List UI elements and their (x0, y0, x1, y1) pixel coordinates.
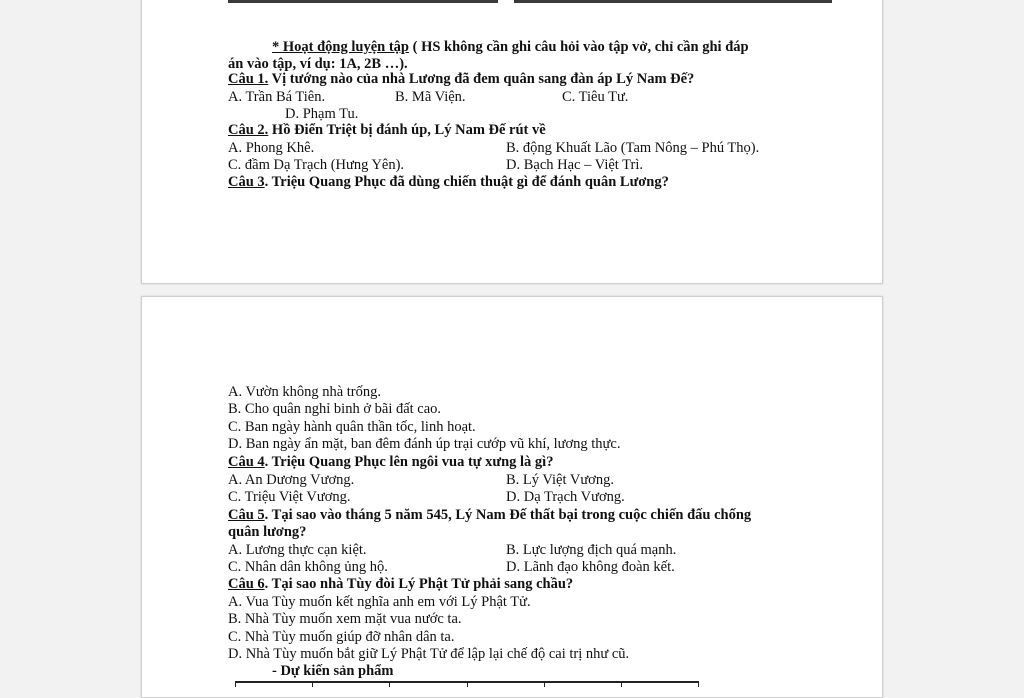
question-5 (228, 507, 751, 523)
question-1-option-a: A. Trần Bá Tiên. (228, 89, 326, 105)
question-4-option-d: D. Dạ Trạch Vương. (506, 489, 625, 505)
document-page-2 (141, 296, 883, 698)
question-3-option-d: D. Ban ngày ẩn mặt, ban đêm đánh úp trại cướp vũ khí, lương thực. (228, 436, 621, 452)
document-page-1 (141, 0, 883, 284)
question-5-option-d: D. Lãnh đạo không đoàn kết. (506, 559, 675, 575)
question-1-option-d: D. Phạm Tu. (285, 106, 359, 122)
question-6 (228, 576, 573, 592)
question-4 (228, 454, 553, 470)
product-heading: - Dự kiến sản phẩm (272, 663, 394, 679)
answer-table-divider (389, 681, 390, 687)
question-6-option-d: D. Nhà Tùy muốn bắt giữ Lý Phật Tử để lập lại chế độ cai trị như cũ. (228, 646, 630, 662)
header-image-right (514, 0, 832, 3)
question-2-option-b: B. động Khuất Lão (Tam Nông – Phú Thọ). (506, 140, 760, 156)
question-1-text: Vị tướng nào của nhà Lương đã đem quân sang đàn áp Lý Nam Đế? (268, 71, 695, 87)
question-3-option-c: C. Ban ngày hành quân thần tốc, linh hoạt. (228, 419, 476, 435)
question-5-text: . Tại sao vào tháng 5 năm 545, Lý Nam Đế thất bại trong cuộc chiến đấu chống (264, 507, 752, 523)
question-5-label: Câu 5 (228, 507, 265, 523)
header-image-left (228, 0, 498, 3)
answer-table-divider (235, 681, 236, 687)
question-3-option-b: B. Cho quân nghỉ binh ở bãi đất cao. (228, 401, 442, 417)
question-6-text: . Tại sao nhà Tùy đòi Lý Phật Tử phải sang chầu? (264, 576, 574, 592)
question-3-option-a: A. Vườn không nhà trống. (228, 384, 382, 400)
activity-note-2: án vào tập, ví dụ: 1A, 2B …). (228, 56, 408, 72)
question-3-label: Câu 3 (228, 174, 265, 190)
activity-heading-line (272, 39, 749, 55)
question-6-option-a: A. Vua Tùy muốn kết nghĩa anh em với Lý Phật Tử. (228, 594, 531, 610)
answer-table-divider (698, 681, 699, 687)
question-2-label: Câu 2. (228, 122, 269, 138)
question-5-text-continued: quân lương? (228, 524, 307, 540)
question-4-option-a: A. An Dương Vương. (228, 472, 355, 488)
answer-table-divider (312, 681, 313, 687)
question-1-option-b: B. Mã Viện. (395, 89, 466, 105)
question-5-option-c: C. Nhân dân không ủng hộ. (228, 559, 388, 575)
question-6-option-c: C. Nhà Tùy muốn giúp đỡ nhân dân ta. (228, 629, 455, 645)
question-1 (228, 71, 694, 87)
question-2-option-c: C. đầm Dạ Trạch (Hưng Yên). (228, 157, 405, 173)
question-2 (228, 122, 546, 138)
question-4-option-b: B. Lý Việt Vương. (506, 472, 614, 488)
question-2-text: Hồ Điển Triệt bị đánh úp, Lý Nam Đế rút về (268, 122, 546, 138)
question-3-text: . Triệu Quang Phục đã dùng chiến thuật gì để đánh quân Lương? (264, 174, 669, 190)
answer-table-divider (621, 681, 622, 687)
answer-table-divider (467, 681, 468, 687)
question-2-option-a: A. Phong Khê. (228, 140, 315, 156)
question-6-option-b: B. Nhà Tùy muốn xem mặt vua nước ta. (228, 611, 462, 627)
answer-table-divider (544, 681, 545, 687)
activity-heading: * Hoạt động luyện tập (272, 39, 409, 55)
question-4-label: Câu 4 (228, 454, 265, 470)
question-5-option-b: B. Lực lượng địch quá mạnh. (506, 542, 677, 558)
question-2-option-d: D. Bạch Hạc – Việt Trì. (506, 157, 644, 173)
question-1-label: Câu 1. (228, 71, 269, 87)
question-4-option-c: C. Triệu Việt Vương. (228, 489, 351, 505)
question-1-option-c: C. Tiêu Tư. (562, 89, 629, 105)
question-5-option-a: A. Lương thực cạn kiệt. (228, 542, 367, 558)
activity-note-1: ( HS không cần ghi câu hỏi vào tập vở, chỉ cần ghi đáp (408, 39, 749, 55)
question-3 (228, 174, 669, 190)
question-6-label: Câu 6 (228, 576, 265, 592)
question-4-text: . Triệu Quang Phục lên ngôi vua tự xưng là gì? (264, 454, 554, 470)
